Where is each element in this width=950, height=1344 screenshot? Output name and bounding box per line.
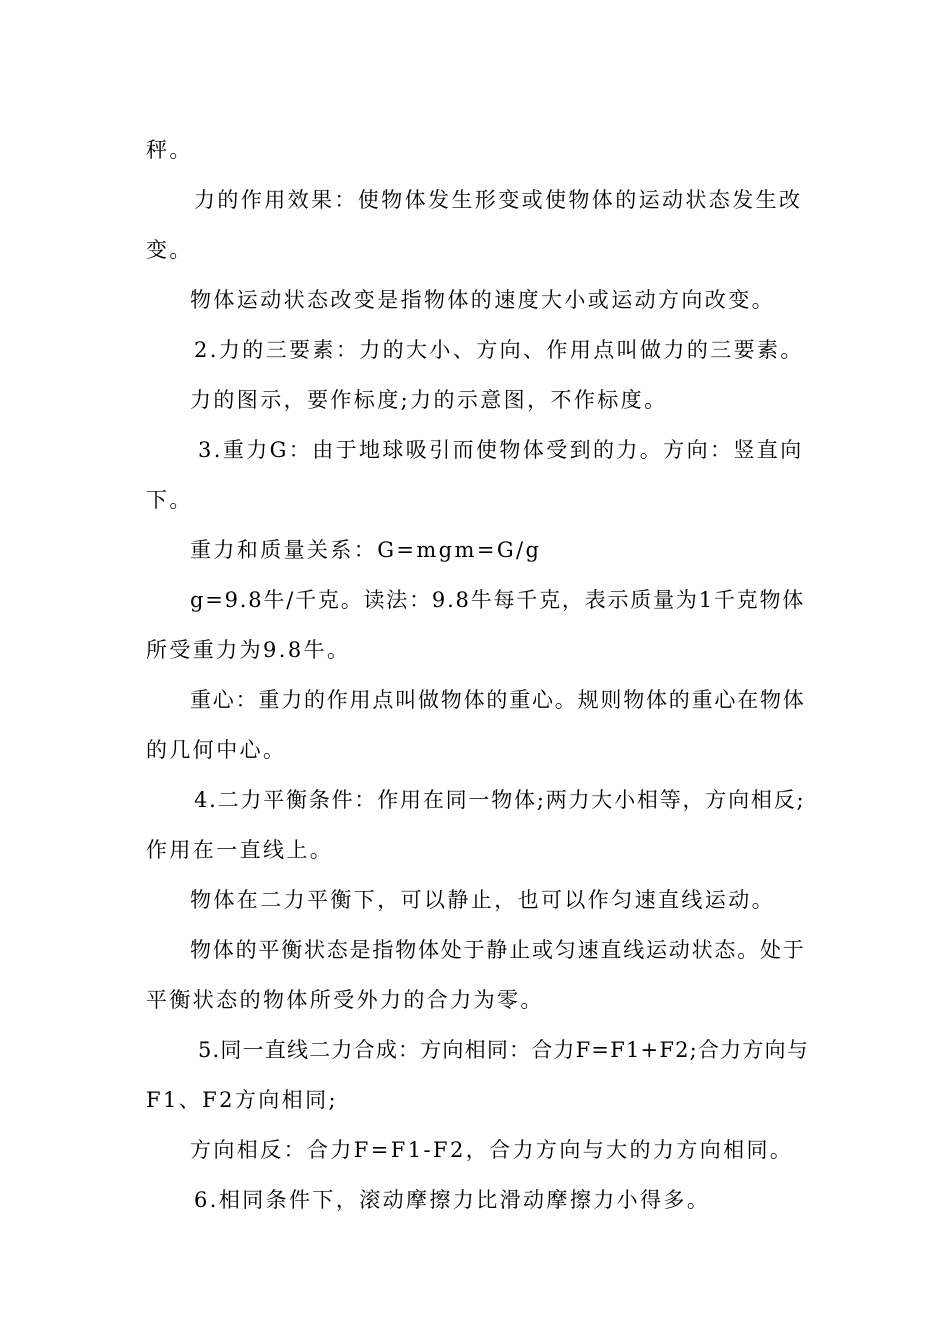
text-line: 作用在一直线上。 (146, 838, 334, 862)
text-line: 所受重力为9.8牛。 (146, 638, 351, 662)
text-line: 物体在二力平衡下，可以静止，也可以作匀速直线运动。 (190, 888, 775, 912)
text-line: 重心：重力的作用点叫做物体的重心。规则物体的重心在物体 (190, 688, 806, 712)
text-line: g=9.8牛/千克。读法：9.8牛每千克，表示质量为1千克物体 (190, 588, 806, 612)
text-line: 5.同一直线二力合成：方向相同：合力F=F1+F2;合力方向与 (198, 1038, 809, 1062)
text-line: 3.重力G：由于地球吸引而使物体受到的力。方向：竖直向 (198, 438, 804, 462)
text-line: 力的作用效果：使物体发生形变或使物体的运动状态发生改 (194, 188, 803, 212)
text-line: 平衡状态的物体所受外力的合力为零。 (146, 988, 544, 1012)
text-line: 方向相反：合力F=F1-F2，合力方向与大的力方向相同。 (190, 1138, 794, 1162)
text-line: 物体运动状态改变是指物体的速度大小或运动方向改变。 (190, 288, 775, 312)
text-line: 力的图示，要作标度;力的示意图，不作标度。 (190, 388, 668, 412)
text-line: 物体的平衡状态是指物体处于静止或匀速直线运动状态。处于 (190, 938, 806, 962)
text-line: F1、F2方向相同; (146, 1088, 338, 1112)
text-line: 2.力的三要素：力的大小、方向、作用点叫做力的三要素。 (194, 338, 804, 362)
text-line: 重力和质量关系：G=mgm=G/g (190, 538, 542, 562)
text-line: 4.二力平衡条件：作用在同一物体;两力大小相等，方向相反; (194, 788, 806, 812)
text-line: 的几何中心。 (146, 738, 287, 762)
text-line: 6.相同条件下，滚动摩擦力比滑动摩擦力小得多。 (194, 1188, 711, 1212)
text-line: 变。 (146, 238, 193, 262)
text-line: 下。 (146, 488, 193, 512)
text-line: 秤。 (146, 138, 193, 162)
